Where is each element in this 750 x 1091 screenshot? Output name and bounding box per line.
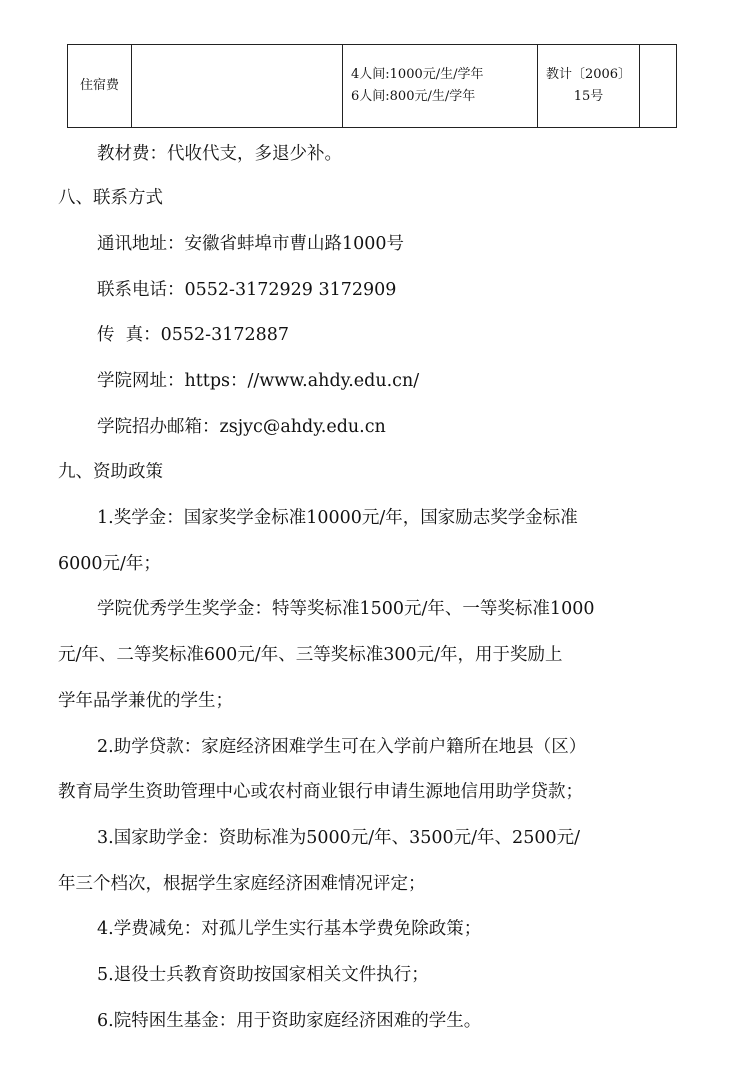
aid-line: 年三个档次，根据学生家庭经济困难情况评定；: [58, 874, 426, 894]
aid-line: 5.退役士兵教育资助按国家相关文件执行；: [97, 965, 429, 985]
contact-email: 学院招办邮箱：zsjyc@ahdy.edu.cn: [97, 417, 386, 437]
contact-heading: 八、联系方式: [58, 188, 163, 208]
fee-table: [67, 44, 677, 128]
fee-item-cell: 住宿费: [68, 45, 132, 128]
basis-line: 15号: [573, 89, 604, 104]
contact-fax: 传 真：0552-3172887: [97, 325, 290, 345]
aid-line: 3.国家助学金：资助标准为5000元/年、3500元/年、2500元/: [97, 828, 580, 848]
standard-line: 4人间:1000元/生/学年: [351, 67, 484, 82]
aid-line: 6000元/年；: [58, 554, 161, 574]
aid-line: 元/年、二等奖标准600元/年、三等奖标准300元/年，用于奖励上: [58, 645, 563, 665]
aid-line: 4.学费减免：对孤儿学生实行基本学费免除政策；: [97, 919, 482, 939]
aid-line: 学院优秀学生奖学金：特等奖标准1500元/年、一等奖标准1000: [97, 599, 595, 619]
aid-line: 2.助学贷款：家庭经济困难学生可在入学前户籍所在地县（区）: [97, 737, 587, 757]
contact-website: 学院网址：https：//www.ahdy.edu.cn/: [97, 371, 420, 391]
aid-line: 1.奖学金：国家奖学金标准10000元/年，国家励志奖学金标准: [97, 508, 578, 528]
contact-phone: 联系电话：0552-3172929 3172909: [97, 280, 397, 300]
standard-line: 6人间:800元/生/学年: [351, 89, 476, 104]
empty-cell: [132, 45, 343, 128]
table-row: [68, 45, 677, 128]
aid-line: 教育局学生资助管理中心或农村商业银行申请生源地信用助学贷款；: [58, 782, 583, 802]
aid-line: 学年品学兼优的学生；: [58, 691, 233, 711]
basis-line: 教计〔2006〕: [545, 67, 632, 82]
fee-basis-cell: [538, 45, 640, 128]
aid-heading: 九、资助政策: [58, 462, 163, 482]
textbook-fee-text: 教材费：代收代支，多退少补。: [97, 144, 342, 164]
fee-standard-cell: [343, 45, 538, 128]
aid-line: 6.院特困生基金：用于资助家庭经济困难的学生。: [97, 1011, 482, 1031]
note-cell: [640, 45, 677, 128]
contact-address: 通讯地址：安徽省蚌埠市曹山路1000号: [97, 234, 405, 254]
